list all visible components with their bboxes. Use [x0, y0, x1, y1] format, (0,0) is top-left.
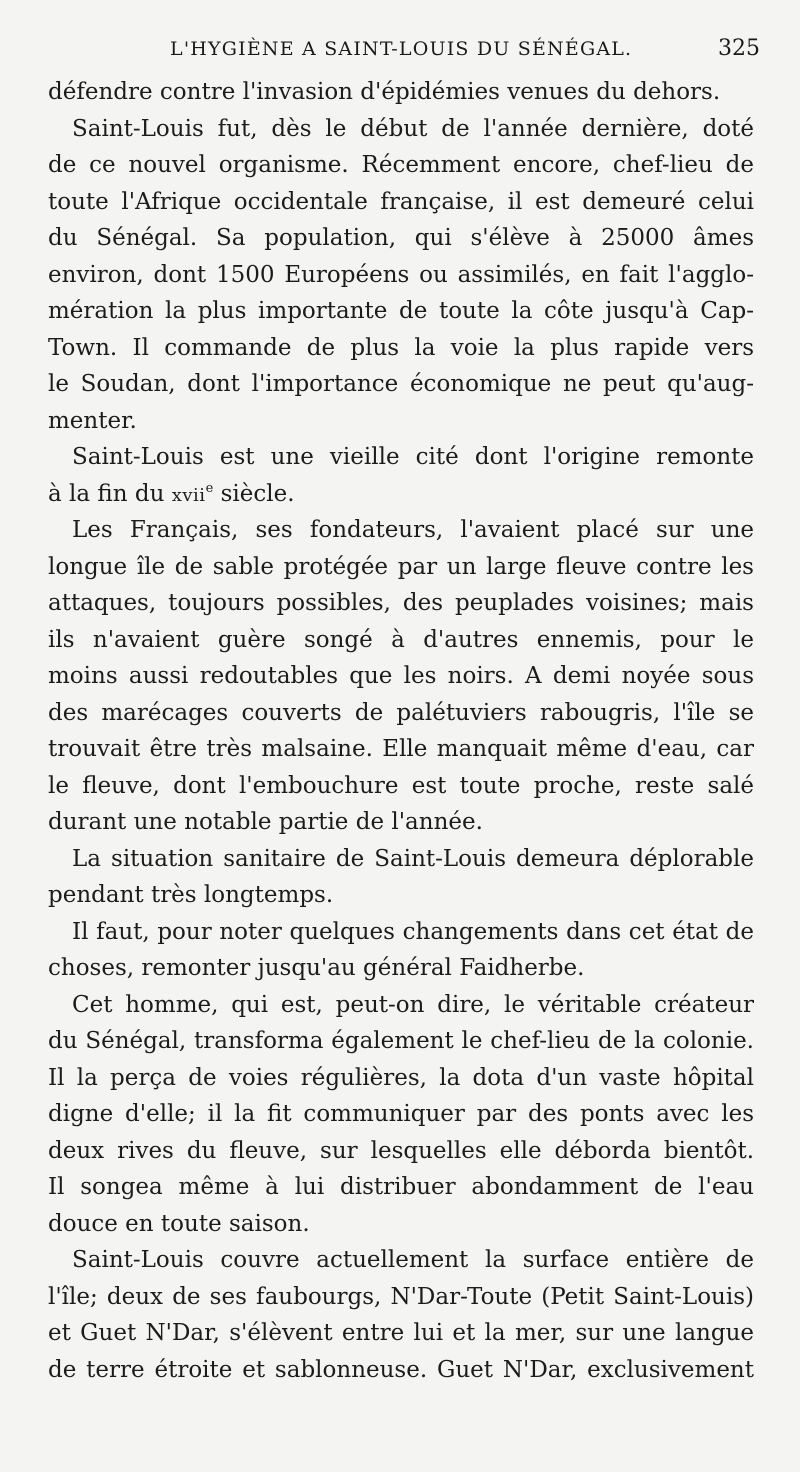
text-line	[48, 74, 754, 111]
line-text: environ, dont 1500 Européens ou assimilés, en fait l'agglo-	[48, 261, 754, 288]
text-line	[48, 366, 754, 403]
text-line	[48, 439, 754, 476]
text-line	[48, 585, 754, 622]
line-text: pendant très longtemps.	[48, 882, 334, 908]
line-text: Saint-Louis est une vieille cité dont l'origine remonte	[72, 444, 754, 470]
line-text: défendre contre l'invasion d'épidémies venues du dehors.	[48, 79, 721, 105]
line-text: de terre étroite et sablonneuse. Guet N'Dar, exclusivement	[48, 1356, 754, 1383]
text-line	[48, 804, 754, 841]
text-line	[48, 330, 754, 367]
text-line	[48, 1206, 754, 1243]
text-line	[48, 1133, 754, 1170]
line-text: douce en toute saison.	[48, 1210, 310, 1237]
line-text: longue île de sable protégée par un large fleuve contre les	[48, 553, 754, 580]
line-text: Town. Il commande de plus la voie la plus rapide vers	[48, 334, 754, 361]
line-text: de ce nouvel organisme. Récemment encore, chef-lieu de	[48, 152, 754, 178]
text-line	[48, 293, 754, 330]
line-text: durant une notable partie de l'année.	[48, 809, 483, 835]
text-line	[48, 257, 754, 294]
line-text: du Sénégal, transforma également le chef-lieu de la colonie.	[48, 1028, 754, 1054]
text-line	[48, 403, 754, 440]
line-text: du Sénégal. Sa population, qui s'élève à 25000 âmes	[48, 225, 754, 251]
running-title: L'HYGIÈNE A SAINT-LOUIS DU SÉNÉGAL.	[170, 38, 633, 60]
line-text: Les Français, ses fondateurs, l'avaient placé sur une	[72, 517, 754, 543]
running-head	[48, 38, 758, 68]
line-text: des marécages couverts de palétuviers rabougris, l'île se	[48, 699, 754, 726]
century-numeral: xvii	[171, 484, 206, 506]
text-line	[48, 622, 754, 659]
line-text: Il faut, pour noter quelques changements dans cet état de	[72, 918, 754, 945]
text-line	[48, 1279, 754, 1316]
text-line	[48, 1242, 754, 1279]
line-text: Saint-Louis fut, dès le début de l'année dernière, doté	[72, 115, 754, 142]
text-line	[48, 1060, 754, 1097]
line-text: et Guet N'Dar, s'élèvent entre lui et la mer, sur une langue	[48, 1320, 754, 1346]
line-text: digne d'elle; il la fit communiquer par des ponts avec les	[48, 1101, 754, 1127]
line-text: toute l'Afrique occidentale française, il est demeuré celui	[48, 188, 754, 215]
line-text: menter.	[48, 407, 137, 434]
text-line	[48, 731, 754, 768]
text-line	[48, 147, 754, 184]
line-text: Il songea même à lui distribuer abondamment de l'eau	[48, 1174, 754, 1200]
page-number: 325	[718, 36, 760, 61]
text-line	[48, 1352, 754, 1389]
text-line	[48, 695, 754, 732]
text-line	[48, 1096, 754, 1133]
century-superscript: e	[205, 480, 214, 496]
text-line	[48, 914, 754, 951]
line-text: attaques, toujours possibles, des peuplades voisines; mais	[48, 590, 754, 616]
text-line	[48, 1023, 754, 1060]
text-line	[48, 1315, 754, 1352]
text-line	[48, 220, 754, 257]
body-text	[48, 74, 754, 1388]
line-text-after: siècle.	[213, 480, 295, 507]
text-line	[48, 549, 754, 586]
text-line	[48, 877, 754, 914]
text-line	[48, 476, 754, 513]
line-text: l'île; deux de ses faubourgs, N'Dar-Toute (Petit Saint-Louis)	[48, 1283, 754, 1310]
text-line	[48, 184, 754, 221]
line-text: Cet homme, qui est, peut-on dire, le véritable créateur	[72, 991, 754, 1018]
line-text: ils n'avaient guère songé à d'autres ennemis, pour le	[48, 626, 754, 653]
line-text: choses, remonter jusqu'au général Faidherbe.	[48, 955, 585, 981]
line-text: La situation sanitaire de Saint-Louis demeura déplorable	[72, 845, 754, 872]
text-line	[48, 512, 754, 549]
line-text: mération la plus importante de toute la côte jusqu'à Cap-	[48, 298, 754, 324]
line-text: à la fin du	[48, 480, 172, 507]
line-text: Il la perça de voies régulières, la dota d'un vaste hôpital	[48, 1064, 754, 1091]
text-line	[48, 768, 754, 805]
line-text: le Soudan, dont l'importance économique ne peut qu'aug-	[48, 371, 754, 397]
line-text: deux rives du fleuve, sur lesquelles elle déborda bientôt.	[48, 1137, 754, 1164]
line-text: le fleuve, dont l'embouchure est toute proche, reste salé	[48, 772, 754, 799]
line-text: Saint-Louis couvre actuellement la surface entière de	[72, 1247, 754, 1273]
line-text: moins aussi redoutables que les noirs. A demi noyée sous	[48, 663, 754, 689]
text-line	[48, 841, 754, 878]
text-line	[48, 950, 754, 987]
line-text: trouvait être très malsaine. Elle manquait même d'eau, car	[48, 736, 754, 762]
text-line	[48, 1169, 754, 1206]
text-line	[48, 111, 754, 148]
text-line	[48, 658, 754, 695]
text-line	[48, 987, 754, 1024]
